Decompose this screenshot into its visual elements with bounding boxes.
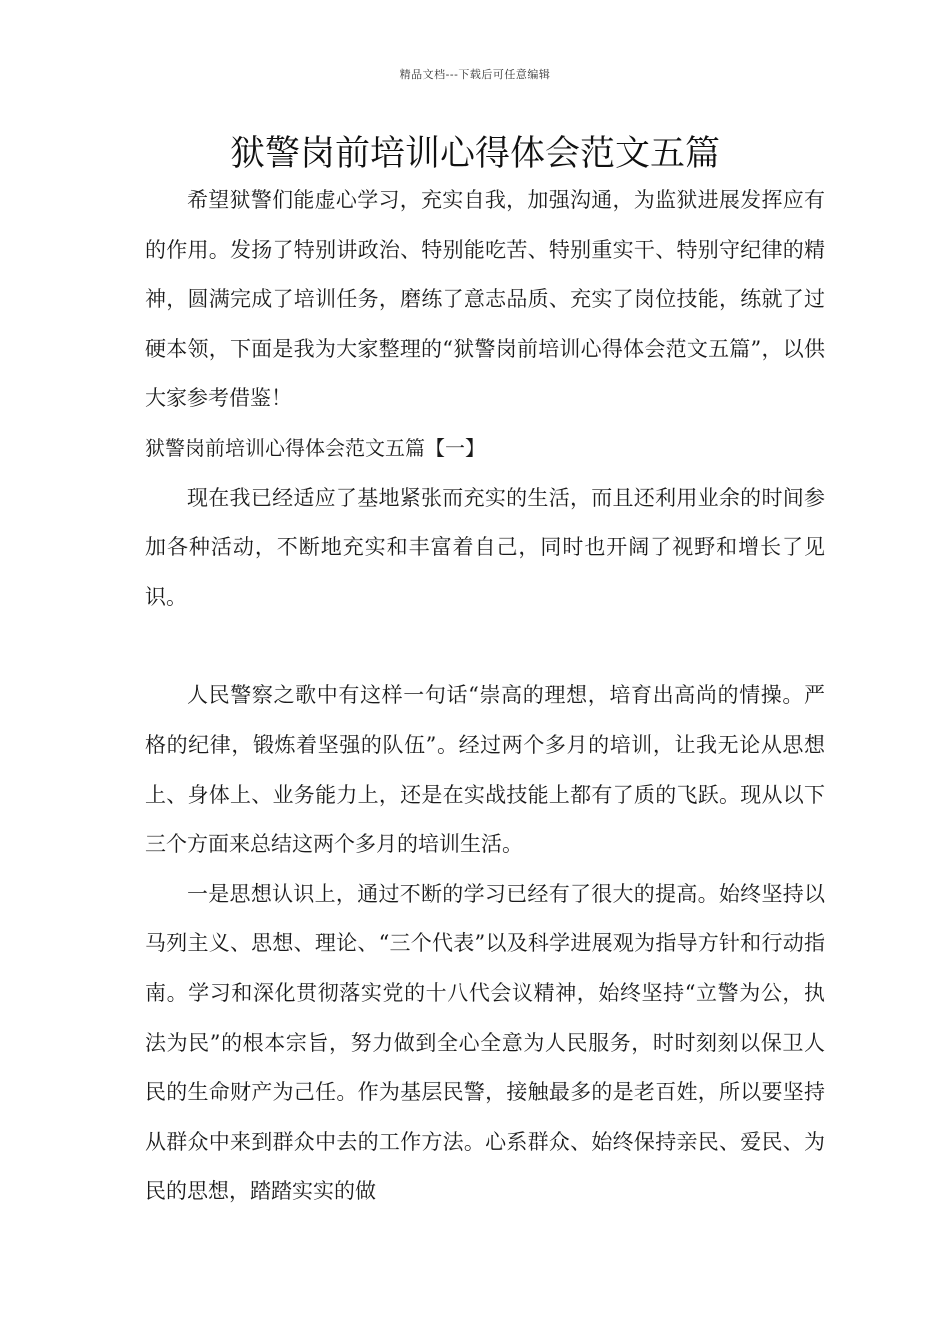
paragraph-spacer: [145, 622, 825, 671]
section-heading: 狱警岗前培训心得体会范文五篇【一】: [145, 435, 485, 460]
document-title: 狱警岗前培训心得体会范文五篇: [229, 134, 720, 174]
intro-paragraph: 希望狱警们能虚心学习，充实自我，加强沟通，为监狱进展发挥应有的作用。发扬了特别讲政治、特别能吃苦、特别重实干、特别守纪律的精神，圆满完成了培训任务，磨练了意志品质、充实了岗位技能，练就了过硬本领，下面是我为大家整理的“狱警岗前培训心得体会范文五篇”，以供大家参考借鉴！: [145, 188, 825, 411]
document-body: [145, 176, 825, 1217]
header-note: 精品文档---下载后可任意编辑: [399, 68, 551, 81]
body-paragraph-3: 一是思想认识上，通过不断的学习已经有了很大的提高。始终坚持以马列主义、思想、理论、“三个代表”以及科学进展观为指导方针和行动指南。学习和深化贯彻落实党的十八代会议精神，始终坚持“立警为公，执法为民”的根本宗旨，努力做到全心全意为人民服务，时时刻刻以保卫人民的生命财产为己任。作为基层民警，接触最多的是老百姓，所以要坚持从群众中来到群众中去的工作方法。心系群众、始终保持亲民、爱民、为民的思想，踏踏实实的做: [145, 881, 825, 1204]
body-paragraph-2: 人民警察之歌中有这样一句话“崇高的理想，培育出高尚的情操。严格的纪律，锻炼着坚强的队伍”。经过两个多月的培训，让我无论从思想上、身体上、业务能力上，还是在实战技能上都有了质的飞跃。现从以下三个方面来总结这两个多月的培训生活。: [145, 683, 825, 857]
body-paragraph-1: 现在我已经适应了基地紧张而充实的生活，而且还利用业余的时间参加各种活动，不断地充实和丰富着自己，同时也开阔了视野和增长了见识。: [145, 485, 825, 609]
